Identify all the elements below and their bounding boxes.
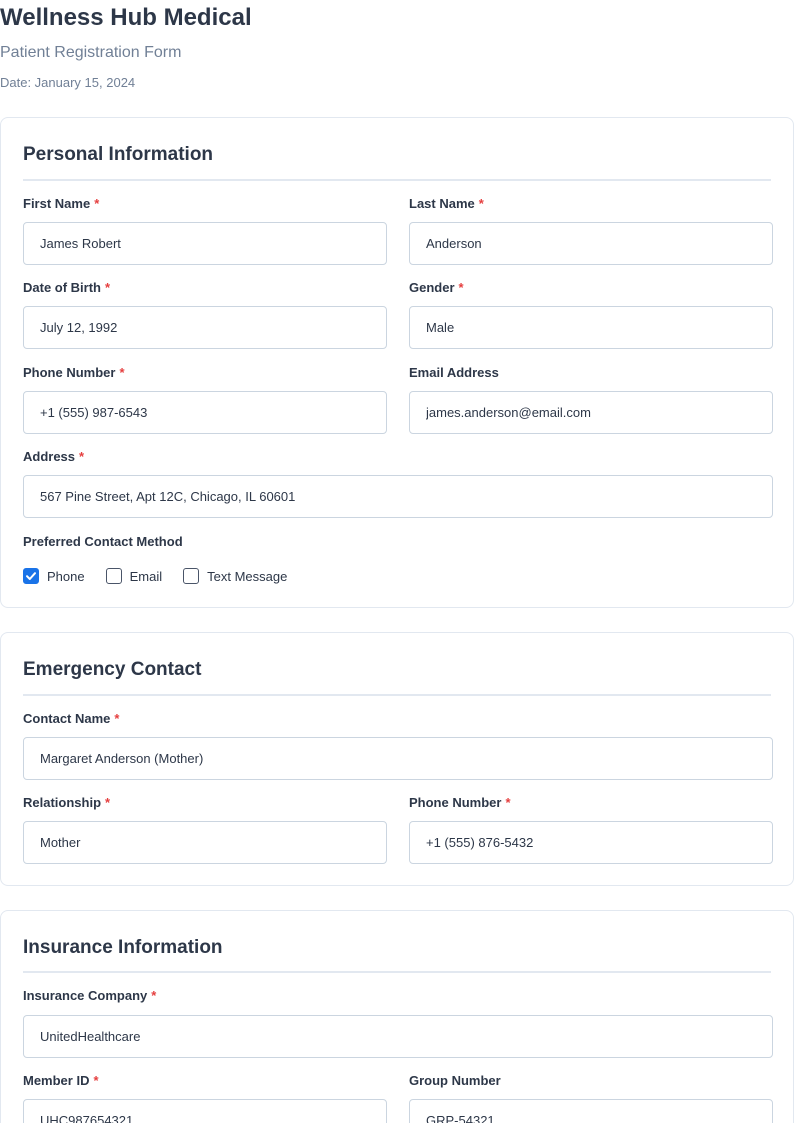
required-marker: * [119,365,125,380]
email-address-label: Email Address [409,365,499,380]
checkmark-icon [25,570,37,582]
contact-method-label: Preferred Contact Method [23,534,183,549]
section-title: Personal Information [23,144,214,165]
relationship-input[interactable] [23,821,387,864]
emergency-phone-input[interactable] [409,821,773,864]
contact-name-label: Contact Name * [23,711,120,726]
required-marker: * [505,795,511,810]
member-id-label: Member ID * [23,1073,99,1088]
insurance-company-input[interactable] [23,1015,773,1058]
relationship-label: Relationship * [23,795,111,810]
section-title: Emergency Contact [23,659,202,680]
insurance-information-section [0,910,794,1123]
page-title: Wellness Hub Medical [0,4,252,31]
form-subtitle: Patient Registration Form [0,44,182,61]
group-number-input[interactable] [409,1099,773,1123]
member-id-input[interactable] [23,1099,387,1123]
personal-information-section [0,117,794,608]
last-name-label: Last Name * [409,196,484,211]
required-marker: * [105,280,111,295]
required-marker: * [458,280,464,295]
contact-option-email[interactable] [106,568,163,584]
address-input[interactable] [23,475,773,518]
section-title: Insurance Information [23,937,223,958]
date-of-birth-label: Date of Birth * [23,280,111,295]
first-name-label: First Name * [23,196,100,211]
contact-method-options [23,566,308,586]
insurance-company-label: Insurance Company * [23,988,157,1003]
contact-option-text-message[interactable] [183,568,287,584]
contact-option-label: Text Message [207,568,288,584]
last-name-input[interactable] [409,222,773,265]
gender-label: Gender * [409,280,464,295]
checkbox-checked[interactable] [23,568,39,584]
emergency-phone-label: Phone Number * [409,795,511,810]
required-marker: * [93,1073,99,1088]
date-of-birth-input[interactable] [23,306,387,349]
email-address-input[interactable] [409,391,773,434]
section-divider [23,179,771,181]
gender-input[interactable] [409,306,773,349]
emergency-contact-section [0,632,794,886]
required-marker: * [94,196,100,211]
first-name-input[interactable] [23,222,387,265]
contact-name-input[interactable] [23,737,773,780]
required-marker: * [151,988,157,1003]
address-label: Address * [23,449,85,464]
contact-option-label: Email [129,568,163,584]
required-marker: * [114,711,120,726]
checkbox-unchecked[interactable] [106,568,122,584]
section-divider [23,694,771,696]
contact-option-phone[interactable] [23,568,85,584]
phone-number-input[interactable] [23,391,387,434]
section-divider [23,971,771,973]
contact-option-label: Phone [47,568,85,584]
group-number-label: Group Number [409,1073,501,1088]
required-marker: * [79,449,85,464]
phone-number-label: Phone Number * [23,365,125,380]
required-marker: * [105,795,111,810]
form-date: Date: January 15, 2024 [0,75,136,90]
required-marker: * [478,196,484,211]
checkbox-unchecked[interactable] [183,568,199,584]
